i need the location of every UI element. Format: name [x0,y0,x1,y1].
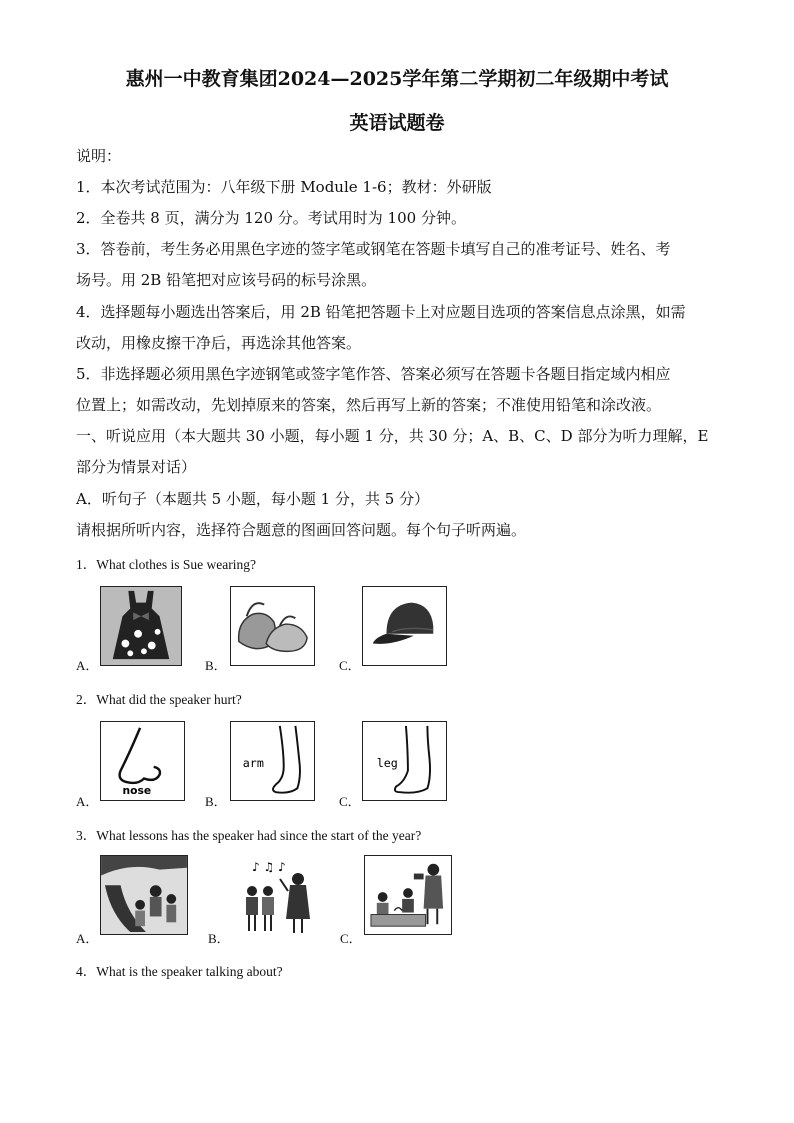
q3-option-c-label[interactable]: C． [340,931,362,946]
leg-label: leg [376,755,398,770]
question-2: 2．What did the speaker hurt? [76,692,242,707]
q2-option-a-label[interactable]: A． [76,794,99,809]
svg-text:♪ ♫ ♪: ♪ ♫ ♪ [252,860,286,874]
q2-option-b-label[interactable]: B． [205,794,227,809]
music-lesson-icon[interactable] [232,855,320,935]
instruction-5: 5．非选择题必须用黑色字迹钢笔或签字笔作答、答案必须写在答题卡各题目指定域内相应 [76,365,671,383]
q1-option-a-label[interactable]: A． [76,658,99,673]
instruction-3: 3．答卷前，考生务必用黑色字迹的签字笔或钢笔在答题卡填写自己的准考证号、姓名、考 [76,240,671,258]
instruction-2: 2．全卷共 8 页，满分为 120 分。考试用时为 100 分钟。 [76,209,466,227]
instruction-5-cont: 位置上；如需改动，先划掉原来的答案，然后再写上新的答案；不准使用铅笔和涂改液。 [76,396,662,414]
part-a-directions: 请根据所听内容，选择符合题意的图画回答问题。每个句子听两遍。 [76,521,527,539]
arm-icon[interactable] [230,721,315,801]
nose-label: nose [122,784,152,798]
instruction-4: 4．选择题每小题选出答案后，用 2B 铅笔把答题卡上对应题目选项的答案信息点涂黑，如需 [76,303,686,321]
instruction-4-cont: 改动，用橡皮擦干净后，再选涂其他答案。 [76,334,362,352]
section-heading: 一、听说应用（本大题共 30 小题，每小题 1 分，共 30 分；A、B、C、D 部分为听力理解，E [76,427,709,445]
leg-icon[interactable] [362,721,447,801]
exam-subtitle: 英语试题卷 [349,112,445,134]
q3-option-a-label[interactable]: A． [76,931,99,946]
classroom-icon[interactable] [100,855,188,935]
instruction-1: 1．本次考试范围为：八年级下册 Module 1-6；教材：外研版 [76,178,492,196]
question-4: 4．What is the speaker talking about? [76,964,283,979]
section-heading-cont: 部分为情景对话） [76,458,197,476]
arm-label: arm [242,755,264,770]
question-1: 1．What clothes is Sue wearing? [76,557,256,572]
q1-option-b-label[interactable]: B． [205,658,227,673]
question-3: 3．What lessons has the speaker had since the start of the year? [76,828,422,843]
exam-title: 惠州一中教育集团2024—2025学年第二学期初二年级期中考试 [125,68,669,90]
q1-option-c-label[interactable]: C． [339,658,361,673]
instruction-3-cont: 场号。用 2B 铅笔把对应该号码的标号涂黑。 [76,271,377,289]
q3-option-b-label[interactable]: B． [208,931,230,946]
instructions-heading: 说明： [76,147,122,165]
cooking-lesson-icon[interactable] [364,855,452,935]
part-a-heading: A．听句子（本题共 5 小题，每小题 1 分，共 5 分） [76,490,430,508]
nose-icon[interactable] [100,721,185,801]
cap-icon[interactable] [362,586,447,666]
dress-icon[interactable] [100,586,182,666]
shoes-icon[interactable] [230,586,315,666]
q2-option-c-label[interactable]: C． [339,794,361,809]
